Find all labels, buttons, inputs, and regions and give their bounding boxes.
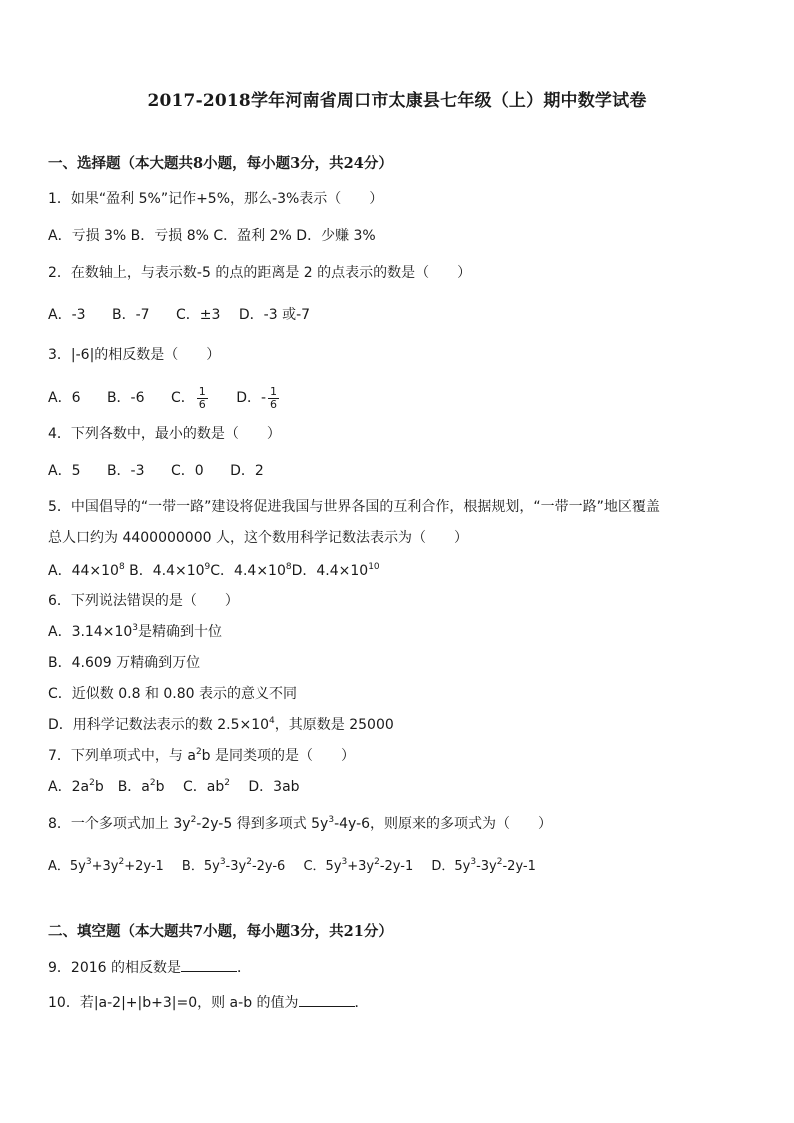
question-5-stem-line-1: 5．中国倡导的“一带一路”建设将促进我国与世界各国的互利合作，根据规划，“一带一路”地区覆盖 <box>48 499 660 515</box>
option-b-base: B．a <box>117 779 150 795</box>
option-b-exponent: 2 <box>149 778 156 788</box>
fraction-denominator: 6 <box>270 397 278 411</box>
fraction-numerator: 1 <box>270 384 278 398</box>
exponent: 2 <box>374 857 380 867</box>
answer-blank[interactable] <box>181 957 237 972</box>
option-d-label: D．- <box>236 390 267 406</box>
option-c-base: C．4.4×10 <box>210 563 286 579</box>
fraction-one-sixth <box>268 386 279 411</box>
term: B．5y <box>181 859 220 874</box>
question-8-stem-exponent-2: 3 <box>328 815 335 825</box>
option-a-suffix: 是精确到十位 <box>138 624 223 640</box>
term: -2y-6 <box>251 859 286 874</box>
option-a-base: A．44×10 <box>48 563 119 579</box>
question-4-stem: 4．下列各数中，最小的数是（ ） <box>48 426 281 442</box>
term: +2y-1 <box>124 859 164 874</box>
fraction-numerator: 1 <box>198 384 206 398</box>
question-8-options <box>48 857 536 877</box>
question-8-stem-suffix: -4y-6，则原来的多项式为（ ） <box>334 816 553 832</box>
option-a: A．5 <box>48 463 81 479</box>
question-7-options <box>48 777 300 797</box>
question-6-option-a <box>48 622 222 642</box>
option-d-exponent: 10 <box>368 562 380 572</box>
option-a <box>48 859 164 874</box>
question-1-stem: 1．如果“盈利 5%”记作+5%，那么-3%表示（ ） <box>48 191 384 207</box>
question-7-stem-suffix: b 是同类项的是（ ） <box>201 748 356 764</box>
option-d-base: D．4.4×10 <box>291 563 369 579</box>
question-6-option-c: C．近似数 0.8 和 0.80 表示的意义不同 <box>48 686 298 702</box>
answer-blank[interactable] <box>299 992 355 1007</box>
term: +3y <box>91 859 119 874</box>
option-a <box>48 779 104 795</box>
question-8-stem-text: 8．一个多项式加上 3y <box>48 816 191 832</box>
term: C．5y <box>303 859 342 874</box>
question-3-options <box>48 385 281 411</box>
option-a-text: A．3.14×10 <box>48 624 133 640</box>
option-a-exponent: 3 <box>132 623 139 633</box>
term: D．5y <box>431 859 471 874</box>
option-c <box>183 779 230 795</box>
question-8-stem <box>48 814 552 834</box>
option-b <box>182 859 285 874</box>
option-a: A．-3 <box>48 307 86 323</box>
option-b-base: B．4.4×10 <box>124 563 205 579</box>
question-10-text: 10．若|a-2|+|b+3|=0，则 a-b 的值为 <box>48 995 299 1011</box>
option-b <box>118 779 165 795</box>
question-6-stem: 6．下列说法错误的是（ ） <box>48 593 239 609</box>
exponent: 3 <box>85 857 92 867</box>
option-a: A．6 <box>48 390 81 406</box>
option-b-suffix: b <box>155 779 165 795</box>
term: -2y-1 <box>502 859 536 874</box>
question-7-stem-text: 7．下列单项式中，与 a <box>48 748 196 764</box>
option-b: B．-6 <box>106 390 145 406</box>
question-8-stem-middle: -2y-5 得到多项式 5y <box>196 816 329 832</box>
option-a-base: A．2a <box>48 779 90 795</box>
section-fill-heading: 二、填空题（本大题共7小题，每小题3分，共21分） <box>48 923 393 940</box>
option-b: B．-3 <box>106 463 145 479</box>
exponent: 3 <box>341 857 348 867</box>
option-c-exponent: 8 <box>285 562 292 572</box>
option-d-suffix: ，其原数是 25000 <box>274 717 394 733</box>
option-c-exponent: 2 <box>224 778 230 788</box>
option-c-label: C． <box>170 390 195 406</box>
question-10 <box>48 992 369 1013</box>
option-a <box>48 563 125 579</box>
term: +3y <box>347 859 375 874</box>
question-9 <box>48 957 251 978</box>
question-3-stem: 3．|-6|的相反数是（ ） <box>48 347 221 363</box>
option-c <box>303 859 413 874</box>
option-d: D．2 <box>230 463 264 479</box>
option-c-base: C．ab <box>182 779 225 795</box>
option-a-suffix: b <box>94 779 104 795</box>
section-choice-heading: 一、选择题（本大题共8小题，每小题3分，共24分） <box>48 155 393 172</box>
option-b-exponent: 9 <box>204 562 211 572</box>
option-b <box>125 563 211 579</box>
question-1-options: A．亏损 3% B．亏损 8% C．盈利 2% D．少赚 3% <box>48 228 376 244</box>
option-a-exponent: 2 <box>89 778 95 788</box>
question-4-options <box>48 461 264 481</box>
option-c: C．0 <box>170 463 204 479</box>
exponent: 2 <box>246 857 252 867</box>
term: -3y <box>476 859 497 874</box>
question-5-options <box>48 561 380 581</box>
question-9-text: 9．2016 的相反数是 <box>48 960 181 976</box>
question-5-stem-line-2: 总人口约为 4400000000 人，这个数用科学记数法表示为（ ） <box>48 530 468 546</box>
option-d: D．3ab <box>248 779 300 795</box>
fraction-denominator: 6 <box>198 397 206 411</box>
fraction-one-sixth <box>197 386 208 411</box>
option-d: D．-3 或-7 <box>238 307 311 323</box>
question-6-option-b: B．4.609 万精确到万位 <box>48 655 201 671</box>
exam-title: 2017-2018学年河南省周口市太康县七年级（上）期中数学试卷 <box>147 91 647 111</box>
term: A．5y <box>48 859 86 874</box>
exponent: 3 <box>470 857 477 867</box>
option-c <box>171 385 210 411</box>
term: -2y-1 <box>379 859 414 874</box>
option-d <box>236 385 281 411</box>
option-d <box>431 859 536 874</box>
question-2-options <box>48 305 310 325</box>
option-c: C．±3 <box>176 307 221 323</box>
question-7-stem-exponent: 2 <box>195 747 202 757</box>
question-10-end: ． <box>354 995 369 1011</box>
exponent: 2 <box>496 857 503 867</box>
exponent: 3 <box>219 857 226 867</box>
term: -3y <box>225 859 247 874</box>
question-7-stem <box>48 746 355 766</box>
option-d-text: D．用科学记数法表示的数 2.5×10 <box>48 717 270 733</box>
option-d-exponent: 4 <box>269 716 275 726</box>
question-9-end: ． <box>237 960 251 976</box>
question-8-stem-exponent-1: 2 <box>190 815 197 825</box>
option-d <box>292 563 380 579</box>
option-c <box>210 563 291 579</box>
option-b: B．-7 <box>112 307 150 323</box>
option-a-exponent: 8 <box>118 562 125 572</box>
question-2-stem: 2．在数轴上，与表示数-5 的点的距离是 2 的点表示的数是（ ） <box>48 265 472 281</box>
question-6-option-d <box>48 715 394 735</box>
exponent: 2 <box>118 857 125 867</box>
